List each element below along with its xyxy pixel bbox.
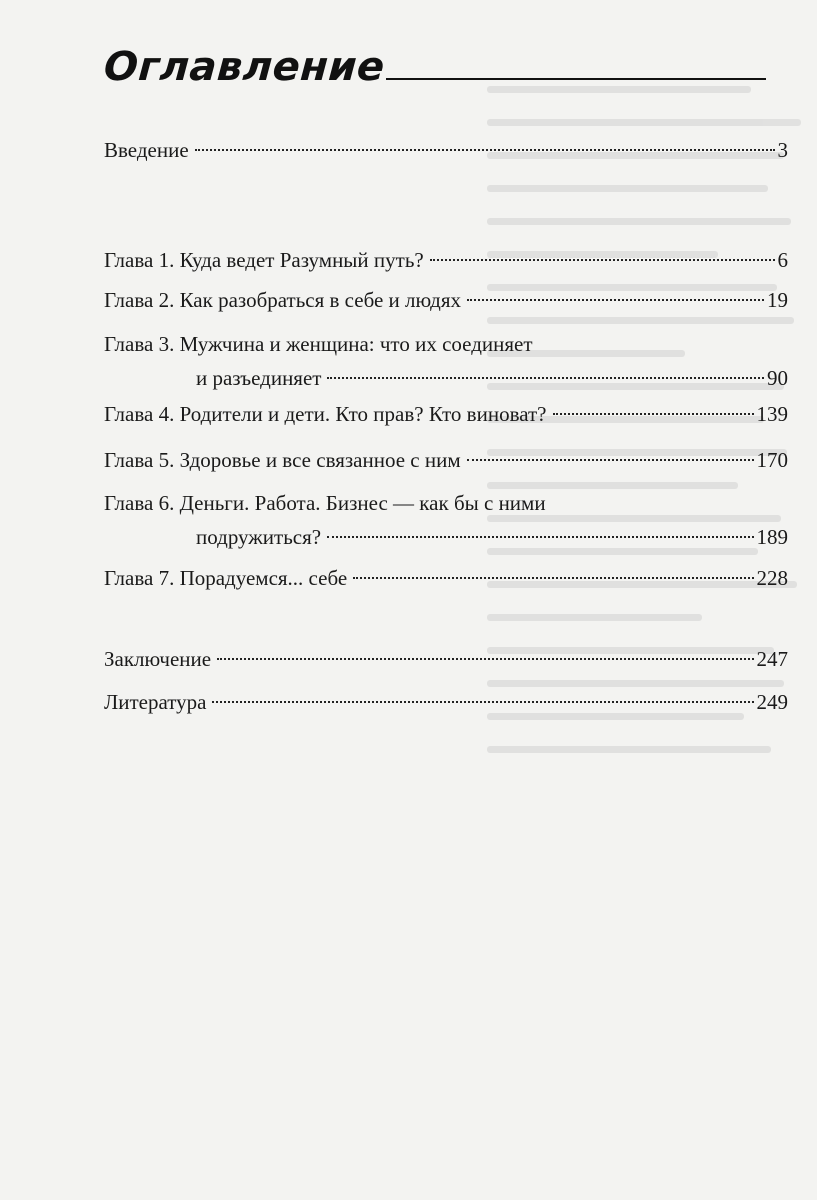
toc-entry	[104, 283, 788, 317]
toc-entry-title: подружиться?	[196, 525, 322, 549]
toc-entry-line	[104, 133, 788, 167]
toc-header	[104, 40, 766, 100]
page-title: Оглавление	[102, 44, 387, 90]
toc-entry-line	[104, 486, 788, 520]
toc-entry-title: Введение	[104, 138, 189, 162]
toc-entry-title: и разъединяет	[196, 366, 322, 390]
toc-page-number: 90	[767, 366, 788, 390]
title-underline	[386, 78, 766, 80]
dot-leader	[212, 701, 753, 703]
toc-entry-line	[104, 642, 788, 676]
toc-entry	[104, 443, 788, 477]
toc-page-number: 19	[767, 288, 788, 312]
toc-entry	[104, 685, 788, 719]
toc-entry-title: Глава 4. Родители и дети. Кто прав? Кто виноват?	[104, 402, 547, 426]
toc-page-number: 189	[756, 525, 788, 549]
dot-leader	[217, 658, 753, 660]
toc-page-number: 6	[777, 248, 788, 272]
toc-entry-line	[104, 361, 788, 395]
toc-page-number: 3	[777, 138, 788, 162]
toc-entry-line	[104, 443, 788, 477]
toc-page-number: 228	[756, 566, 788, 590]
dot-leader	[553, 413, 754, 415]
toc-entry-title: Глава 3. Мужчина и женщина: что их соединяет	[104, 332, 533, 356]
toc-entry-line	[104, 243, 788, 277]
toc-entry-line	[104, 561, 788, 595]
toc-entry-line	[104, 685, 788, 719]
dot-leader	[327, 377, 764, 379]
toc-entry	[104, 243, 788, 277]
toc-entry	[104, 486, 788, 554]
toc-entry-title: Глава 6. Деньги. Работа. Бизнес — как бы с ними	[104, 491, 546, 515]
dot-leader	[353, 577, 753, 579]
dot-leader	[467, 299, 764, 301]
toc-entry	[104, 642, 788, 676]
toc-entry-line	[104, 520, 788, 554]
toc-entry	[104, 133, 788, 167]
toc-page-number: 139	[756, 402, 788, 426]
toc-entry-title: Глава 2. Как разобраться в себе и людях	[104, 288, 461, 312]
dot-leader	[195, 149, 775, 151]
dot-leader	[430, 259, 775, 261]
toc-entry-title: Глава 1. Куда ведет Разумный путь?	[104, 248, 424, 272]
toc-entry-title: Глава 7. Порадуемся... себе	[104, 566, 348, 590]
toc-entry-title: Заключение	[104, 647, 212, 671]
toc-page-number: 247	[756, 647, 788, 671]
toc-entry	[104, 397, 788, 431]
toc-entry	[104, 327, 788, 395]
toc-page-number: 170	[756, 448, 788, 472]
toc-entry-title: Литература	[104, 690, 207, 714]
toc-entry-line	[104, 283, 788, 317]
toc-entry-line	[104, 327, 788, 361]
toc-entry	[104, 561, 788, 595]
dot-leader	[327, 536, 753, 538]
toc-entry-line	[104, 397, 788, 431]
toc-entry-title: Глава 5. Здоровье и все связанное с ним	[104, 448, 461, 472]
dot-leader	[467, 459, 754, 461]
toc-page-number: 249	[756, 690, 788, 714]
